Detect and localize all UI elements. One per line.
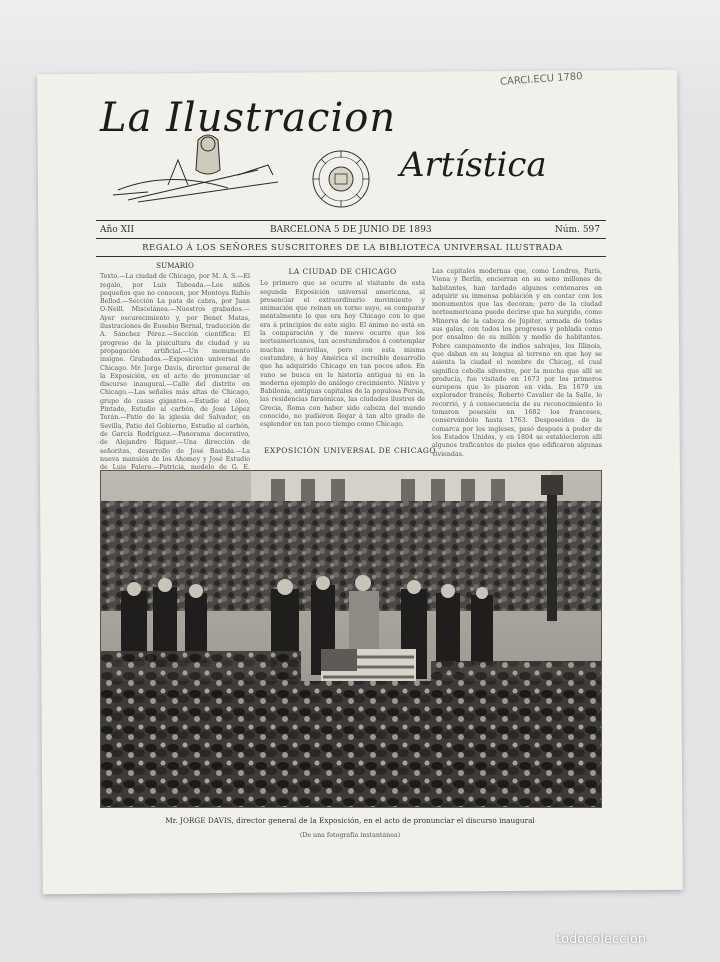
photo-caption: Mr. JORGE DAVIS, director general de la Exposición, en el acto de pronunciar el discurso inaugural: [165, 816, 535, 825]
article-title: LA CIUDAD DE CHICAGO: [288, 267, 397, 276]
supplement-line: REGALO Á LOS SEÑORES SUSCRITORES DE LA BIBLIOTECA UNIVERSAL ILUSTRADA: [142, 243, 563, 253]
masthead-rule-mid: [96, 238, 606, 239]
handwritten-note: CARCI.ECU 1780: [499, 71, 583, 88]
article-text-2: Las capitales modernas que, como Londres, París, Viena y Berlín, encierran en su seno millones de habitantes, han tardado algunos centenares en adquirir su inmensa población y en contar con los monumentos que las decoran; pero de la ciudad norteamericana puede decirse que ha surgido, como Minerva de la cabeza de Júpiter, armada de todas sus galas, con todos los progresos y poblada como por ensalmo de su millón y medio de habitantes. Pobre campamento de indios salvajes, los Illinois, que daban en su lengua al terreno en que hoy se asienta la ciudad el nombre de Chicag, el cual significa cebolla silvestre, por la mucha que allí se producía, fue visitado en 1673 por los primeros europeos que lo pisaron en vida. En 1679 un explorador francés, Roberto Cavalier de la Salle, lo recorrió, y á consecuencia de su reconocimiento lo tomaron posesión en 1682 los franceses, conservándolo hasta 1763. Desposeídos de la comarca por los ingleses, pasó después á poder de los Estados Unidos, y en 1804 se establecieron allí algunos traficantes de pieles que edificaron algunas viviendas.: [432, 268, 602, 458]
article-column-2: [432, 268, 602, 458]
issue-city-date: BARCELONA 5 DE JUNIO DE 1893: [270, 225, 432, 235]
sumario-column: [100, 261, 250, 472]
issue-number: Núm. 597: [554, 225, 600, 235]
sumario-title: SUMARIO: [156, 261, 194, 270]
masthead-subtitle: Artística: [400, 145, 547, 185]
article-column-1: [260, 268, 425, 440]
masthead-rule-bottom: [96, 256, 606, 257]
photo-credit: (De una fotografía instantánea): [299, 832, 401, 839]
seal-emblem-icon: [310, 148, 372, 210]
section-heading: EXPOSICIÓN UNIVERSAL DE CHICAGO: [263, 446, 437, 455]
crowd-photograph: [100, 470, 602, 808]
sumario-text: Texto.—La ciudad de Chicago, por M. A. S.—El regalo, por Luis Taboada.—Los niños pequeños que no conocen, por Montoya Rubio Bellod.—Sección La pata de cabra, por Juan O-Neill. Miscelánea.—Nuestros grabados.—Ayer oscurecimiento y, por Benet Matas, ilustraciones de Eusebio Bernal, traducción de A. Sánchez Pérez.—Sección científica: El progreso de la pisicultura de ciudad y su propagación artificial.—Un monumento insigne. Grabados.—Exposición universal de Chicago. Mr. Jorge Davis, director general de la Exposición, en el acto de pronunciar el discurso inaugural.—Calle del distrito en Chicago.—Las señales más altas de Chicago, grupo de casas gigantes.—Estudio al óleo, Pintado, Estudio al carbón, de José López Terán.—Patio de la iglesia del Salvador, en Sevilla, Patio del Gobierno, Estudio al carbón, de García Rodríguez.—Panorama decorativo, de Alejandro Riquer.—Una dirección de señoritas, desarrollo de José Bastida.—La nueva mansión de los Ahomey y José Estudio de Luis Falero.—Patricia, modelo de G. E.: [100, 273, 250, 472]
masthead-rule-top: [96, 220, 606, 221]
masthead-ornament-icon: [108, 130, 298, 210]
masthead-title: La Ilustracion: [100, 95, 397, 141]
article-text-1: Lo primero que se ocurre al visitante de esta segunda Exposición universal americana, al presenciar el extraordinario movimiento y animación que reinan en torno suyo, es comparar mentalmente lo que era hoy Chicago con lo que era á principios de este siglo. El ánimo no está en la comparación y de nuevo ocurre que los norteamericanos, tan acostumbrados á contemplar muchas maravillas, pero con esta misma costumbre, á hoy América el increíble desarrollo que ha adquirido Chicago en tan pocos años. En vano se busca en la historia antigua ni en la moderna ejemplo de análogo crecimiento. Nínive y Babilonia, antiguas capitales de la populosa Persia, las residencias faraónicas, las ciudades ilustres de Grecia, Roma con haber sido cabeza del mundo conocido, no pudieron llegar á tan alto grado de esplendor en tan poco tiempo como Chicago.: [260, 280, 425, 429]
watermark: todocoleccion: [556, 932, 647, 947]
issue-year: Año XII: [100, 225, 135, 235]
